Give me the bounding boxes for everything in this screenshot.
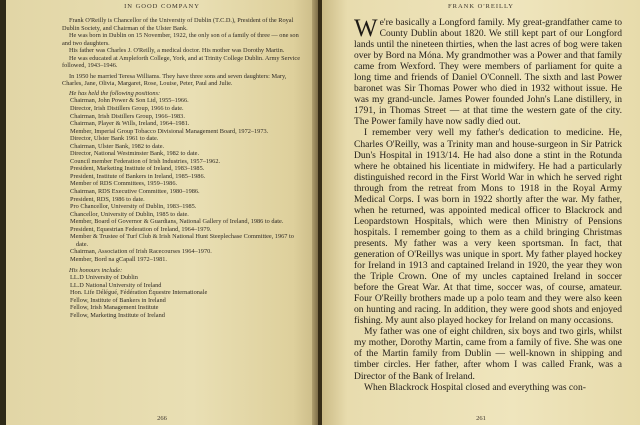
memoir-paragraph: My father was one of eight children, six boys and two girls, whilst my mother, Dorothy Martin, came from a family of five. She was one of the Martin family from Dublin — well-known in shipping and timber circles. Her father, after whom I was called Frank, was a Director of the Bank of Ireland. (354, 326, 622, 382)
left-page-number: 266 (157, 415, 167, 422)
memoir-paragraph-text: e're basically a Longford family. My great-grandfather came to County Dublin about 1820. We still kept part of our Longford lands until the nineteen thirties, when the last acres of bog were taken over by Bord na Móna. My grandmother was a Power and that family came from Wexford. They were members of parliament for quite a long time and friends of Daniel O'Connell. The sixth and last Power baronet was Sir Thomas Power who died in 1932 without issue. He was my grand-uncle. James Power founded John's Lane distillery, in 1791, in Thomas Street — at that time the western gate of the city. The Power family have now sadly died out. (354, 17, 622, 128)
bio-paragraph: He was born in Dublin on 15 November, 1922, the only son of a family of three — one son and two daughters. (62, 32, 299, 47)
list-item: Hon. Life Délégué, Fédération Équestre Internationale (70, 289, 208, 297)
list-item: Chairman, RDS Executive Committee, 1980–1986. (70, 188, 200, 196)
left-page (6, 0, 318, 425)
list-item: Director, National Westminster Bank, 1982 to date. (70, 150, 200, 158)
memoir-paragraph: I remember very well my father's dedication to medicine. He, Charles O'Reilly, was a Trinity man and house-surgeon in Sir Patrick Dun's Hospital in 1913/14. He had also done a stint in the Rotunda where he obtained his licentiate in midwifery. He had a particularly distinguished record in the First World War in which he served right through from the retreat from Mons to 1918 in the Royal Army Medical Corps. I was born in 1922 shortly after the war. My father, when he returned, was appointed medical officer to Blackrock and Leopardstown Hospitals, which were then Ministry of Pensions hospitals. I remember going to them as a child bringing Christmas presents. My father was a very keen sportsman. In fact, that generation of O'Reillys was unique in sport. My father played hockey for Ireland in 1913 and captained Ireland in 1920, the year they won the Triple Crown. One of my uncles captained Ireland in soccer before the Great War. At that time, soccer was, of course, amateur. Four O'Reilly brothers made up a polo team and they were also keen on hunting and racing. In addition, they were good shots and enjoyed fishing. My aunt also played hockey for Ireland on many occasions. (354, 127, 622, 327)
list-item: President, Institute of Bankers in Ireland, 1985–1986. (70, 172, 206, 180)
list-item: Pro Chancellor, University of Dublin, 1983–1985. (70, 203, 197, 211)
right-page (322, 0, 640, 425)
list-item: Member, Board of Governor & Guardians, National Gallery of Ireland, 1986 to date. (70, 218, 284, 226)
list-item: President, Marketing Institute of Ireland, 1983–1985. (70, 165, 205, 173)
list-item: Chairman, Player & Wills, Ireland, 1964–1981. (70, 120, 190, 128)
list-item: Fellow, Irish Management Institute (70, 304, 159, 312)
list-item: President, RDS, 1986 to date. (70, 195, 145, 203)
list-item: Chancellor, University of Dublin, 1985 to date. (70, 210, 189, 218)
list-item: Member of RDS Committees, 1959–1986. (70, 180, 178, 188)
list-item: Member, Imperial Group Tobacco Divisional Management Board, 1972–1973. (70, 127, 269, 135)
bio-paragraph: His father was Charles J. O'Reilly, a medical doctor. His mother was Dorothy Martin. (69, 47, 285, 55)
honours-list (62, 274, 302, 319)
list-item: Director, Ulster Bank 1961 to date. (70, 135, 159, 143)
right-page-number: 261 (476, 415, 486, 422)
list-item: LL.D National University of Ireland (70, 281, 162, 289)
positions-list (62, 97, 302, 263)
list-item: Chairman, Irish Distillers Group, 1966–1983. (70, 112, 185, 120)
bio-paragraph: In 1950 he married Teresa Williams. They have three sons and seven daughters: Mary, Charles, Jane, Olivia, Margaret, Rose, Louise, Peter, Paul and Julie. (62, 72, 287, 88)
list-item: Chairman, Ulster Bank, 1982 to date. (70, 142, 165, 150)
bio-paragraph: He was educated at Ampleforth College, York, and at Trinity College Dublin. Army Service followed, 1943–1946. (62, 54, 301, 70)
list-item: President, Equestrian Federation of Ireland, 1964–1979. (70, 225, 212, 233)
list-item: Member & Trustee of Turf Club & Irish National Hunt Steeplechase Committee, 1967 to date. (70, 233, 294, 248)
list-item: Chairman, Association of Irish Racecourses 1964–1970. (70, 248, 212, 256)
memoir-paragraph (354, 17, 622, 127)
memoir-paragraph: When Blackrock Hospital closed and everything was con- (364, 381, 586, 393)
list-item: LL.D University of Dublin (70, 274, 138, 282)
list-item: Fellow, Marketing Institute of Ireland (70, 311, 165, 319)
list-item: Member, Bord na gCapall 1972–1981. (70, 255, 167, 263)
list-item: Director, Irish Distillers Group, 1966 to date. (70, 105, 184, 113)
right-running-header: FRANK O'REILLY (448, 3, 514, 10)
list-item: Chairman, John Power & Son Ltd, 1955–1966. (70, 97, 189, 105)
list-item: Council member Federation of Irish Industries, 1957–1962. (70, 157, 221, 165)
list-item: Fellow, Institute of Bankers in Ireland (70, 296, 166, 304)
memoir-text (354, 17, 622, 393)
bio-paragraph: Frank O'Reilly is Chancellor of the University of Dublin (T.C.D.), President of the Royal Dublin Society, and Chairman of the Ulster Bank. (62, 17, 294, 32)
honours-heading: His honours include: (69, 266, 123, 274)
left-running-header: IN GOOD COMPANY (124, 3, 200, 10)
positions-heading: He has held the following positions: (69, 89, 161, 97)
biography-text (62, 17, 302, 319)
drop-cap: W (354, 15, 378, 42)
